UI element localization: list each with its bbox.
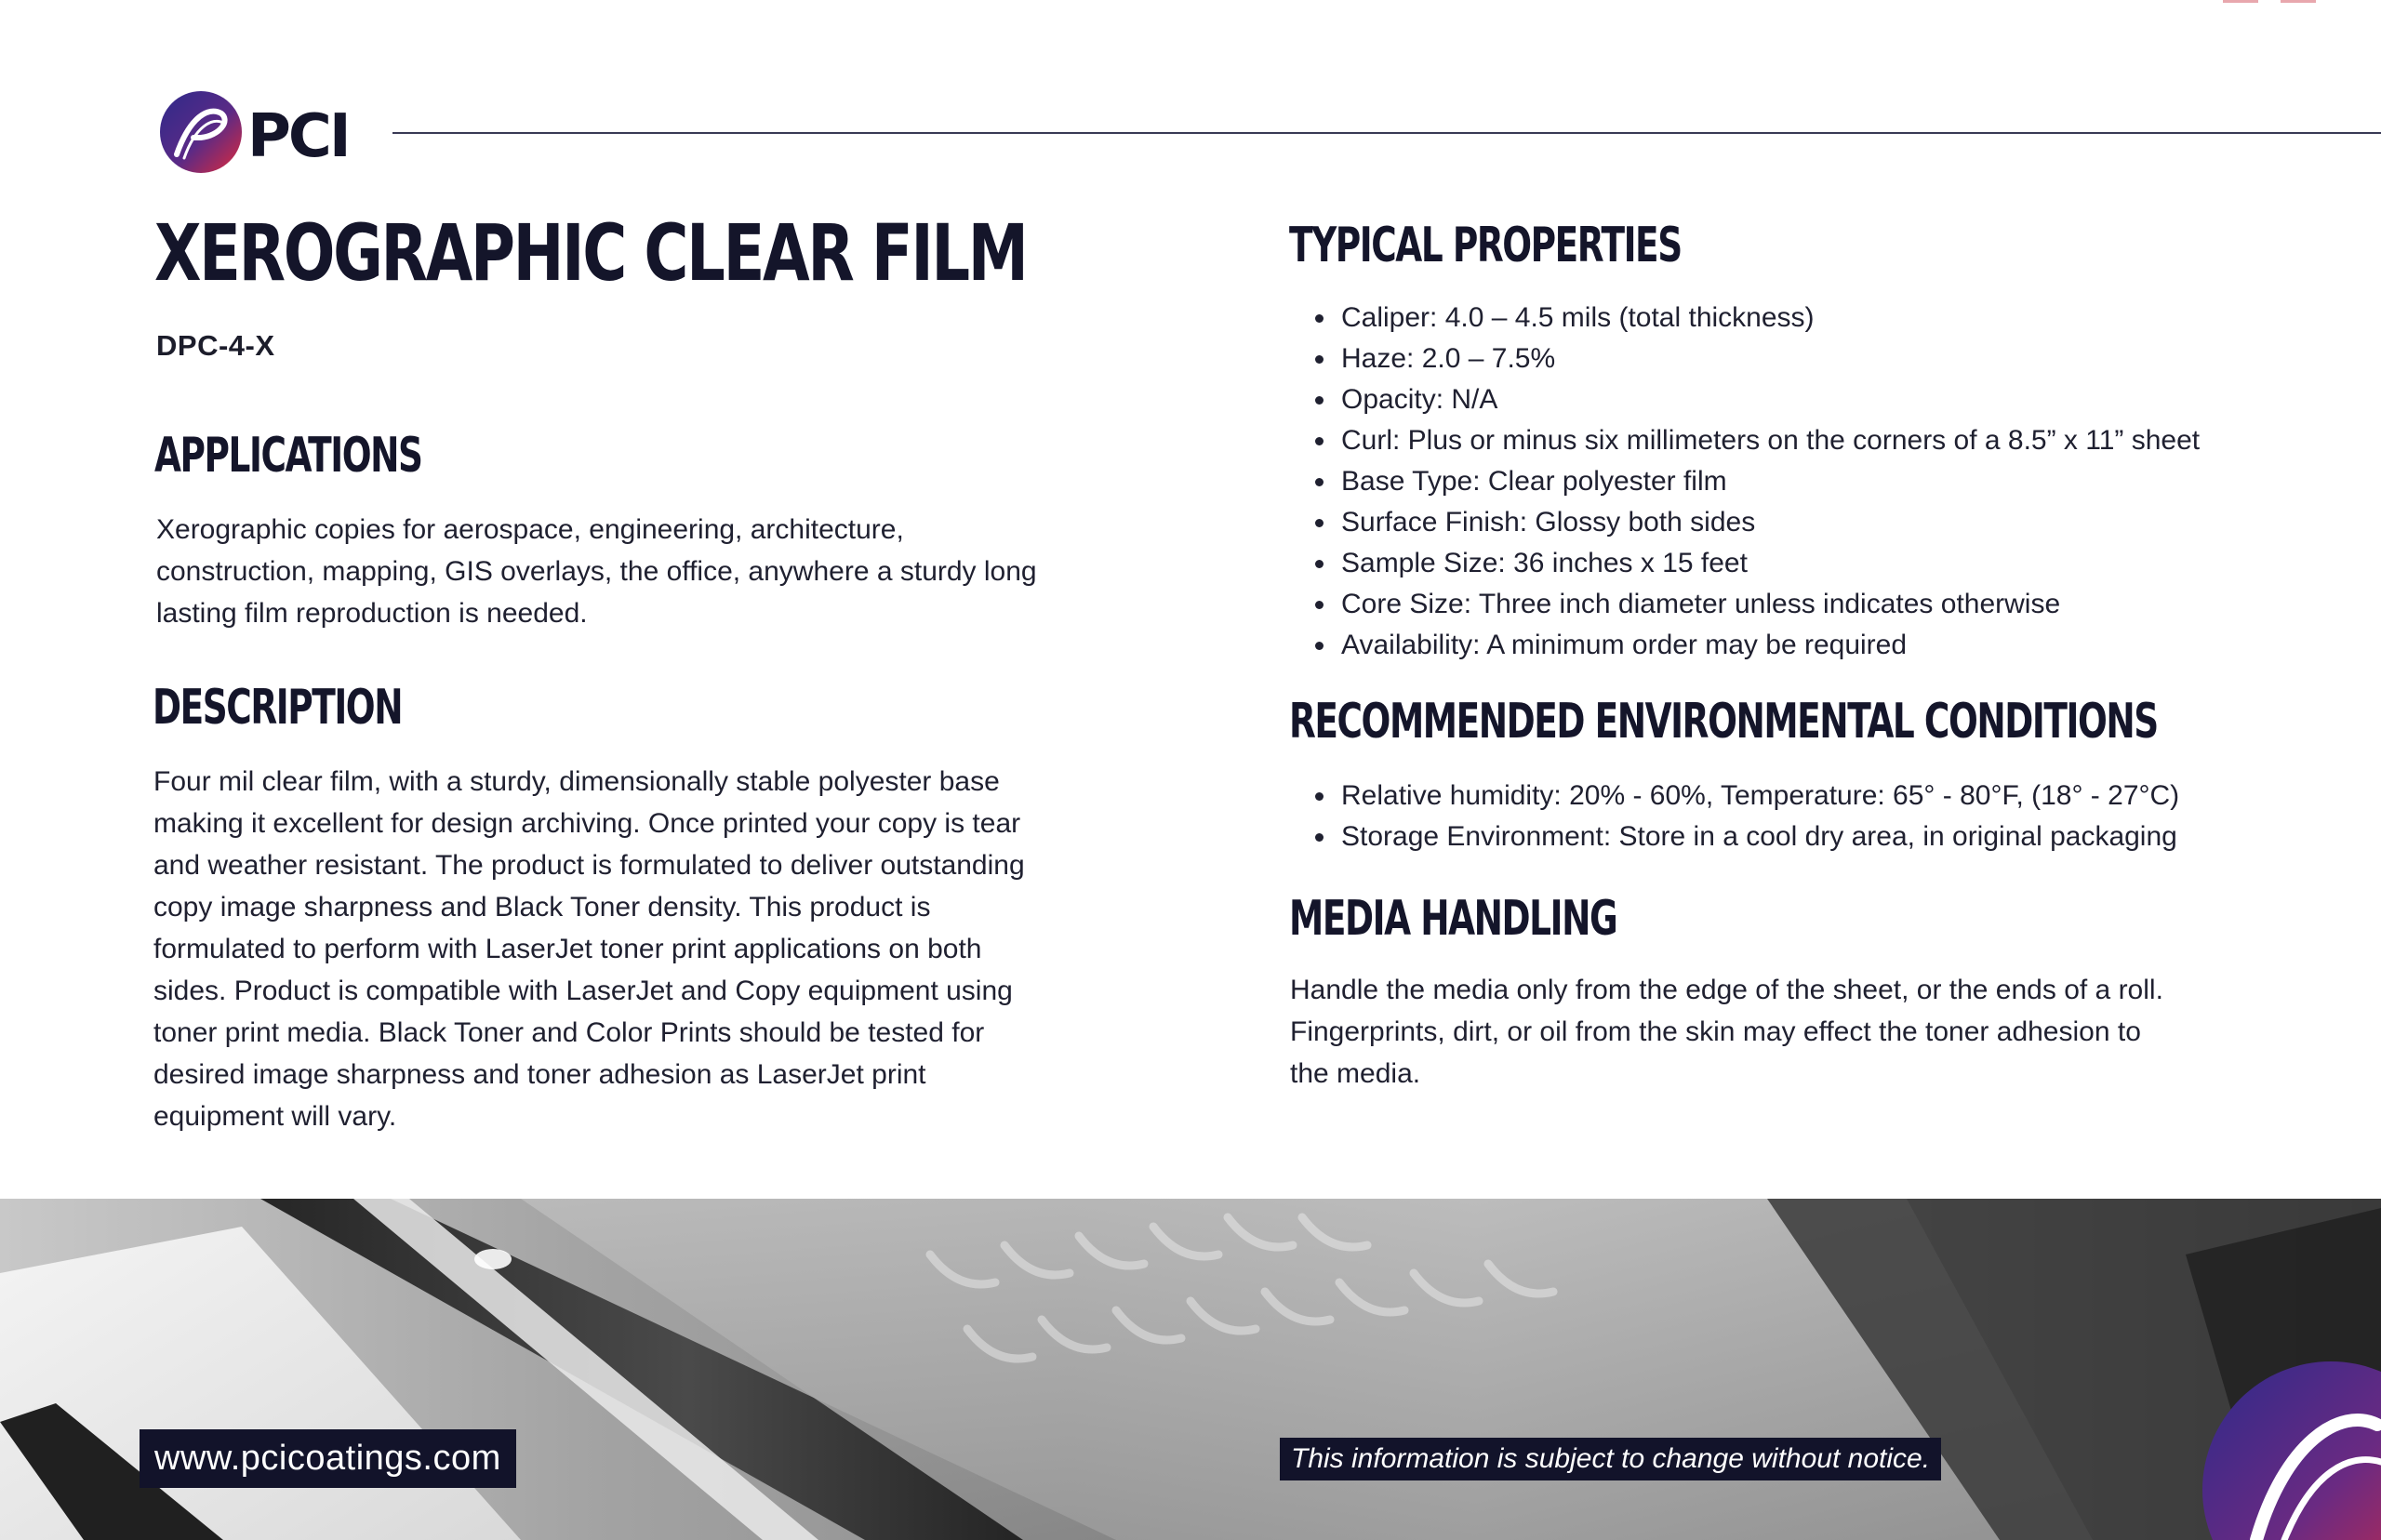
applications-line: lasting film reproduction is needed. xyxy=(156,598,588,629)
handling-line: Handle the media only from the edge of the sheet, or the ends of a roll. xyxy=(1290,975,2163,1005)
applications-line: construction, mapping, GIS overlays, the office, anywhere a sturdy long xyxy=(156,556,1037,587)
website-url[interactable]: www.pcicoatings.com xyxy=(140,1429,516,1488)
description-line: equipment will vary. xyxy=(153,1101,397,1132)
applications-line: Xerographic copies for aerospace, engineering, architecture, xyxy=(156,514,904,545)
applications-heading: APPLICATIONS xyxy=(154,428,422,484)
photo-shapes xyxy=(0,1199,2381,1540)
property-item: • Core Size: Three inch diameter unless indicates otherwise xyxy=(1337,584,2200,625)
media-handling-heading: MEDIA HANDLING xyxy=(1289,891,1617,947)
description-heading: DESCRIPTION xyxy=(153,680,403,736)
film-roll-photo xyxy=(0,1199,2381,1540)
svg-text:PCI: PCI xyxy=(247,102,349,171)
pci-corner-logo xyxy=(2201,1360,2381,1540)
typical-properties-heading: TYPICAL PROPERTIES xyxy=(1289,218,1682,273)
product-sku: DPC-4-X xyxy=(156,329,275,362)
property-item: • Sample Size: 36 inches x 15 feet xyxy=(1337,543,2200,584)
description-text xyxy=(153,761,1025,1137)
description-line: Four mil clear film, with a sturdy, dimensionally stable polyester base xyxy=(153,766,1000,797)
property-item: • Opacity: N/A xyxy=(1337,379,2200,420)
corner-mark xyxy=(2223,0,2258,3)
description-line: sides. Product is compatible with LaserJet and Copy equipment using xyxy=(153,976,1013,1006)
property-item: • Availability: A minimum order may be required xyxy=(1337,625,2200,666)
description-line: formulated to perform with LaserJet toner print applications on both xyxy=(153,934,982,964)
handling-line: Fingerprints, dirt, or oil from the skin may effect the toner adhesion to xyxy=(1290,1016,2141,1047)
disclaimer-notice: This information is subject to change without notice. xyxy=(1280,1438,1941,1480)
property-item: • Caliper: 4.0 – 4.5 mils (total thickness) xyxy=(1337,298,2200,339)
environment-list xyxy=(1291,776,2179,857)
description-line: and weather resistant. The product is formulated to deliver outstanding xyxy=(153,850,1025,881)
environment-item: • Relative humidity: 20% - 60%, Temperature: 65° - 80°F, (18° - 27°C) xyxy=(1337,776,2179,816)
handling-line: the media. xyxy=(1290,1058,1421,1089)
property-item: • Surface Finish: Glossy both sides xyxy=(1337,502,2200,543)
description-line: making it excellent for design archiving. Once printed your copy is tear xyxy=(153,808,1021,839)
product-title: XEROGRAPHIC CLEAR FILM xyxy=(154,207,1027,299)
description-line: copy image sharpness and Black Toner density. This product is xyxy=(153,892,931,923)
environment-heading: RECOMMENDED ENVIRONMENTAL CONDITIONS xyxy=(1289,694,2158,750)
applications-text xyxy=(156,509,1037,634)
pci-logo xyxy=(158,89,374,175)
corner-mark xyxy=(2281,0,2316,3)
property-item: • Curl: Plus or minus six millimeters on the corners of a 8.5” x 11” sheet xyxy=(1337,420,2200,461)
property-item: • Haze: 2.0 – 7.5% xyxy=(1337,339,2200,379)
header-rule xyxy=(392,132,2381,134)
description-line: desired image sharpness and toner adhesion as LaserJet print xyxy=(153,1059,926,1090)
description-line: toner print media. Black Toner and Color Prints should be tested for xyxy=(153,1017,985,1048)
typical-properties-list xyxy=(1291,298,2200,666)
environment-item: • Storage Environment: Store in a cool dry area, in original packaging xyxy=(1337,816,2179,857)
media-handling-text xyxy=(1290,969,2163,1095)
property-item: • Base Type: Clear polyester film xyxy=(1337,461,2200,502)
